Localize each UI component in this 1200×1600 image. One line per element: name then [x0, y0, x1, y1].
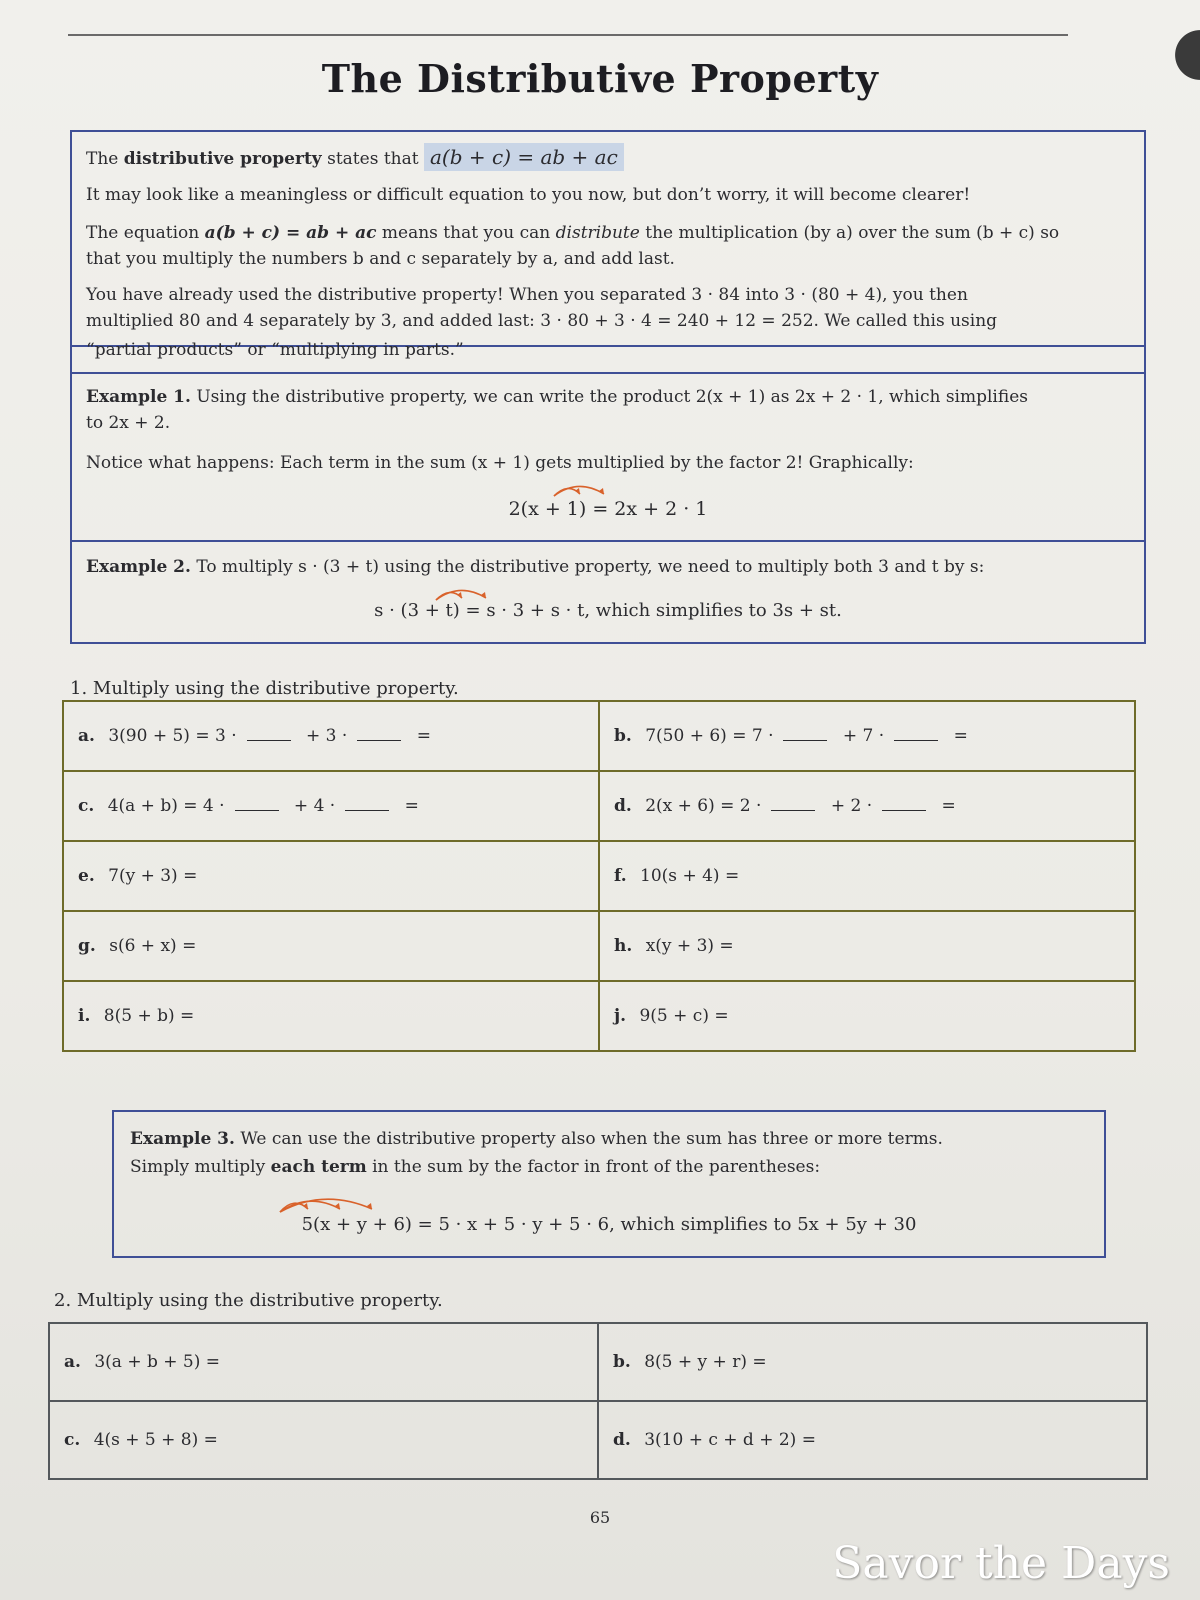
question2-heading: 2. Multiply using the distributive property. [54, 1290, 443, 1311]
item-expression: x(y + 3) = [645, 936, 734, 956]
item-label: d. [613, 1430, 631, 1450]
definition-post: states that [327, 149, 419, 169]
item-label: a. [78, 726, 95, 746]
prior-use-line-3: “partial products” or “multiplying in parts.” [86, 340, 464, 360]
example1-section [72, 372, 1144, 542]
example2-text: To multiply s · (3 + t) using the distributive property, we need to multiply both 3 and t by s: [196, 557, 985, 577]
item-expression-end: = [941, 796, 956, 816]
item-label: b. [613, 1352, 631, 1372]
example3-pre: Simply multiply [130, 1157, 266, 1177]
item-expression: 4(s + 5 + 8) = [93, 1430, 218, 1450]
question1-row [63, 701, 1135, 771]
item-label: c. [78, 796, 95, 816]
question2-cell-a[interactable] [49, 1323, 598, 1401]
example1-label: Example 1. [86, 387, 191, 407]
item-expression: 3(90 + 5) = 3 · [108, 726, 237, 746]
page-title: The Distributive Property [321, 56, 879, 101]
item-label: a. [64, 1352, 81, 1372]
item-expression-end: = [404, 796, 419, 816]
question1-heading: 1. Multiply using the distributive property. [70, 678, 459, 699]
question1-row [63, 911, 1135, 981]
definition-formula: a(b + c) = ab + ac [424, 143, 624, 171]
item-label: d. [614, 796, 632, 816]
item-expression: s(6 + x) = [109, 936, 197, 956]
example3-box [112, 1110, 1106, 1258]
question1-row [63, 771, 1135, 841]
question2-cell-d[interactable] [598, 1401, 1147, 1479]
definition-section [72, 132, 1144, 347]
question2-cell-c[interactable] [49, 1401, 598, 1479]
item-label: e. [78, 866, 95, 886]
question1-cell-d[interactable] [599, 771, 1135, 841]
watermark: Savor the Days [832, 1538, 1170, 1589]
item-label: c. [64, 1430, 81, 1450]
question1-cell-i[interactable] [63, 981, 599, 1051]
answer-blank[interactable] [771, 810, 815, 811]
item-expression: 4(a + b) = 4 · [107, 796, 225, 816]
question1-cell-b[interactable] [599, 701, 1135, 771]
example2-line-1 [86, 554, 984, 580]
question1-row [63, 981, 1135, 1051]
item-label: g. [78, 936, 96, 956]
example1-line-1 [86, 384, 1028, 410]
question1-cell-e[interactable] [63, 841, 599, 911]
question1-grid [62, 700, 1136, 1052]
example3-bold: each term [270, 1157, 367, 1177]
item-expression: 2(x + 6) = 2 · [645, 796, 762, 816]
question1-cell-c[interactable] [63, 771, 599, 841]
answer-blank[interactable] [345, 810, 389, 811]
intro-box [70, 130, 1146, 644]
prior-use-line-1: You have already used the distributive property! When you separated 3 · 84 into 3 · (80 + 4), you then [86, 285, 968, 305]
item-label: i. [78, 1006, 91, 1026]
meaning-line-2: that you multiply the numbers b and c separately by a, and add last. [86, 249, 675, 269]
item-expression-mid: + 4 · [293, 796, 336, 816]
answer-blank[interactable] [882, 810, 926, 811]
answer-blank[interactable] [894, 740, 938, 741]
item-label: h. [614, 936, 633, 956]
item-expression-mid: + 3 · [306, 726, 348, 746]
definition-term: distributive property [123, 149, 322, 169]
question1-cell-f[interactable] [599, 841, 1135, 911]
example1-text: Using the distributive property, we can write the product 2(x + 1) as 2x + 2 · 1, which simplifies [196, 387, 1028, 407]
item-expression: 10(s + 4) = [640, 866, 740, 886]
question1-cell-g[interactable] [63, 911, 599, 981]
meaning-mid: means that you can [381, 223, 551, 243]
item-expression-end: = [953, 726, 968, 746]
item-expression: 7(y + 3) = [108, 866, 198, 886]
answer-blank[interactable] [783, 740, 827, 741]
example1-arrows [550, 482, 610, 498]
question2-row [49, 1401, 1147, 1479]
item-expression: 3(a + b + 5) = [94, 1352, 221, 1372]
example3-text: We can use the distributive property also when the sum has three or more terms. [240, 1129, 943, 1149]
item-expression-mid: + 2 · [830, 796, 873, 816]
example3-label: Example 3. [130, 1129, 235, 1149]
example2-graphic: s · (3 + t) = s · 3 + s · t, which simplifies to 3s + st. [374, 600, 842, 621]
example1-graphic: 2(x + 1) = 2x + 2 · 1 [508, 498, 708, 520]
example2-label: Example 2. [86, 557, 191, 577]
example1-notice: Notice what happens: Each term in the sum (x + 1) gets multiplied by the factor 2! Graphically: [86, 453, 914, 473]
example2-section [72, 542, 1144, 642]
top-rule [68, 34, 1068, 36]
question2-row [49, 1323, 1147, 1401]
answer-blank[interactable] [247, 740, 291, 741]
definition-pre: The [86, 149, 119, 169]
item-label: j. [614, 1006, 627, 1026]
example3-graphic: 5(x + y + 6) = 5 · x + 5 · y + 5 · 6, which simplifies to 5x + 5y + 30 [301, 1214, 917, 1235]
example3-arrows [274, 1194, 384, 1214]
item-expression-mid: + 7 · [842, 726, 885, 746]
item-expression: 7(50 + 6) = 7 · [645, 726, 774, 746]
page-number: 65 [589, 1508, 611, 1527]
question2-grid [48, 1322, 1148, 1480]
item-expression: 3(10 + c + d + 2) = [644, 1430, 816, 1450]
meaning-emphasis: distribute [555, 223, 640, 243]
item-label: f. [614, 866, 627, 886]
meaning-pre: The equation [86, 223, 200, 243]
answer-blank[interactable] [235, 810, 279, 811]
question1-row [63, 841, 1135, 911]
meaning-line-1 [86, 220, 1059, 246]
meaning-post: the multiplication (by a) over the sum (b + c) so [645, 223, 1060, 243]
item-expression-end: = [416, 726, 431, 746]
question1-cell-h[interactable] [599, 911, 1135, 981]
example3-line-2 [130, 1154, 820, 1180]
item-expression: 8(5 + y + r) = [644, 1352, 767, 1372]
item-expression: 8(5 + b) = [103, 1006, 195, 1026]
answer-blank[interactable] [357, 740, 401, 741]
reassurance-line: It may look like a meaningless or difficult equation to you now, but don’t worry, it will become clearer! [86, 185, 971, 205]
question1-cell-a[interactable] [63, 701, 599, 771]
prior-use-line-2: multiplied 80 and 4 separately by 3, and added last: 3 · 80 + 3 · 4 = 240 + 12 = 252. We called this using [86, 311, 998, 331]
example3-post: in the sum by the factor in front of the parentheses: [372, 1157, 821, 1177]
meaning-formula: a(b + c) = ab + ac [204, 223, 377, 243]
example1-line-2: to 2x + 2. [86, 413, 171, 433]
question2-cell-b[interactable] [598, 1323, 1147, 1401]
definition-line [86, 144, 624, 172]
question1-cell-j[interactable] [599, 981, 1135, 1051]
item-expression: 9(5 + c) = [639, 1006, 729, 1026]
item-label: b. [614, 726, 632, 746]
example3-line-1 [130, 1126, 943, 1152]
